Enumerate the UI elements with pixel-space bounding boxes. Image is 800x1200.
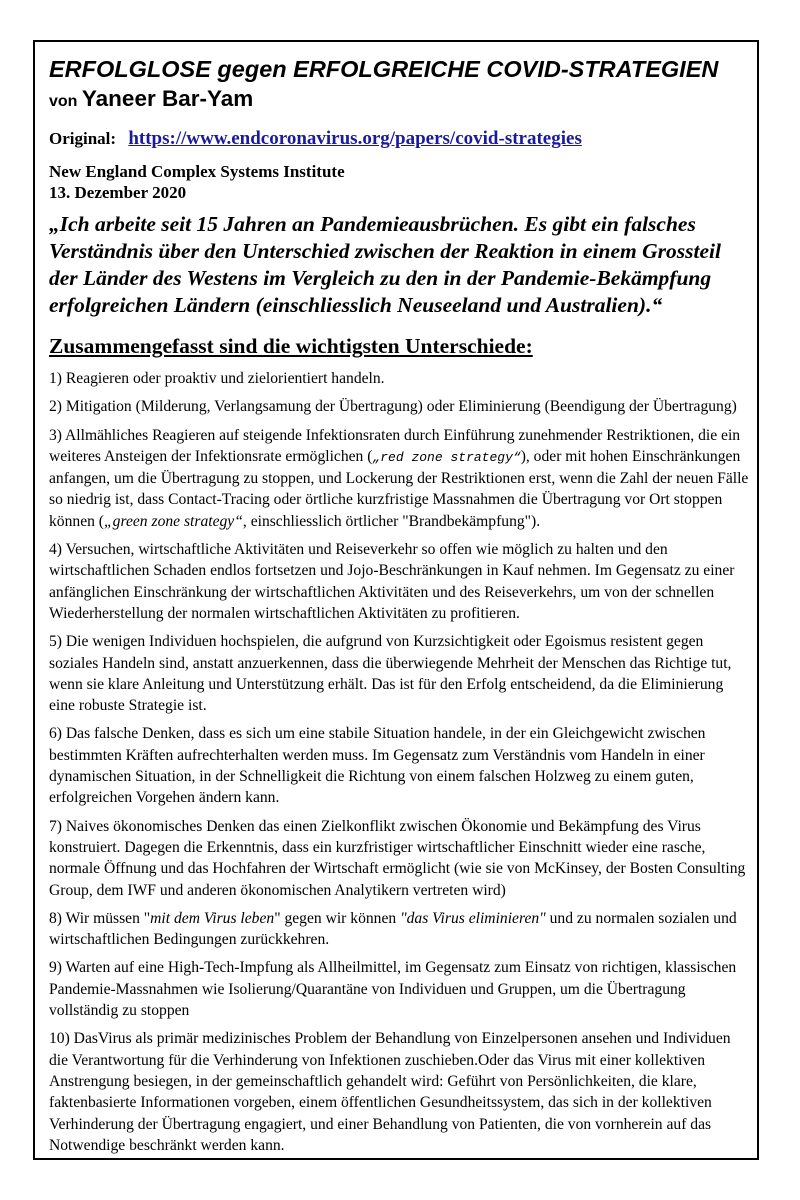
document-body [49,54,749,1156]
list-item-1: 1) Reagieren oder proaktiv und zielorientiert handeln. [49,370,385,387]
eliminate-virus-term: "das Virus eliminieren" [400,909,546,927]
original-label: Original: [49,129,117,148]
list-item-2: 2) Mitigation (Milderung, Verlangsamung der Übertragung) oder Eliminierung (Beendigung der Übertragung) [49,398,737,416]
list-item-10: 10) DasVirus als primär medizinisches Problem der Behandlung von Einzelpersonen ansehen und Individuen die Verantwortung für die Verhinderung von Infektionen zuschieben.Oder das Virus mit einer kollektiven Anstrengung besiegen, in der gemeinschaftlich gehandelt wird: Geführt von Persönlichkeiten, die klare, faktenbasierte Informationen vorgeben, einem öffentlichen Gesundheitssystem, das sich in der kollektiven Verhinderung der Übertragung engagiert, und einer Behandlung von Patienten, die von vornherein auf das Notwendige beschränkt werden kann. [49,1030,731,1154]
list-item-8-text-c: und zu normalen sozialen und wirtschaftlichen Bedingungen zurückkehren. [49,909,737,949]
document-title: ERFOLGLOSE gegen ERFOLGREICHE COVID-STRATEGIEN [49,56,719,82]
author-line [49,84,749,117]
institute-name: New England Complex Systems Institute [49,162,345,181]
publication-date: 13. Dezember 2020 [49,183,187,202]
list-item-3-text-c: , einschliesslich örtlicher "Brandbekämpfung"). [242,512,541,530]
list-item-3-text-a: 3) Allmähliches Reagieren auf steigende Infektionsraten durch Einführung zunehmender Restriktionen, die ein weiteres Ansteigen der Infektionsrate ermöglichen ( [49,426,741,465]
list-item-9: 9) Warten auf eine High-Tech-Impfung als Allheilmittel, im Gegensatz zum Einsatz von richtigen, klassischen Pandemie-Massnahmen wie Isolierung/Quarantäne von Individuen und Gruppen, um die Übertragung vollständig zu stoppen [49,959,737,1020]
institute-block [49,161,749,203]
green-zone-term: „green zone strategy“ [104,512,243,530]
list-item-6: 6) Das falsche Denken, dass es sich um eine stabile Situation handele, in der ein Gleichgewicht zwischen bestimmten Kräften aufrechterhalten werden muss. Im Gegensatz zum Verständnis vom Handeln in einer dynamischen Situation, in der Schnelligkeit die Richtung von einem falschen Holzweg zu einem guten, erfolgreichen Vorgehen ändern kann. [49,725,706,807]
section-heading: Zusammengefasst sind die wichtigsten Unterschiede: [49,334,533,358]
author-name: Yaneer Bar-Yam [81,86,254,111]
red-zone-term: „red zone strategy“ [372,449,521,465]
live-with-virus-term: mit dem Virus leben [150,909,275,927]
original-source [49,127,749,151]
original-link[interactable]: https://www.endcoronavirus.org/papers/covid-strategies [128,128,582,149]
quote: „Ich arbeite seit 15 Jahren an Pandemieausbrüchen. Es gibt ein falsches Verständnis über den Unterschied zwischen der Reaktion in einem Grossteil der Länder des Westens im Vergleich zu den in der Pandemie-Bekämpfung erfolgreichen Ländern (einschliesslich Neuseeland und Australien).“ [49,212,721,317]
list-item-8-text-a: 8) Wir müssen " [49,909,151,927]
document-frame [33,40,759,1160]
list-item-8 [49,908,749,951]
list-item-3 [49,425,749,532]
list-item-8-text-b: " gegen wir können [274,909,401,927]
list-item-3-text-b: ), oder mit hohen Einschränkungen anfangen, um die Übertragung zu stoppen, und Lockerung der Restriktionen erst, wenn die Zahl der neuen Fälle so niedrig ist, dass Contact-Tracing oder örtliche kurzfristige Massnahmen die Übertragung vor Ort stoppen können ( [49,447,749,530]
list-item-7: 7) Naives ökonomisches Denken das einen Zielkonflikt zwischen Ökonomie und Bekämpfung des Virus konstruiert. Dagegen die Erkenntnis, dass ein kurzfristiger wirtschaftlicher Einschnitt wieder eine rasche, normale Öffnung und das Hochfahren der Wirtschaft ermöglicht (wie sie von McKinsey, der Bosten Consulting Group, dem IWF und anderen ökonomischen Analytikern vertreten wird) [49,817,746,899]
by-label: von [49,93,78,110]
list-item-5: 5) Die wenigen Individuen hochspielen, die aufgrund von Kurzsichtigkeit oder Egoismus resistent gegen soziales Handeln sind, anstatt anzuerkennen, dass die überwiegende Mehrheit der Menschen das Richtige tut, wenn sie klare Anleitung und Unterstützung erhält. Das ist für den Erfolg entscheidend, da die Eliminierung eine robuste Strategie ist. [49,633,732,715]
list-item-4: 4) Versuchen, wirtschaftliche Aktivitäten und Reiseverkehr so offen wie möglich zu halten und den wirtschaftlichen Schaden endlos fortsetzen und Jojo-Beschränkungen in Kauf nehmen. Im Gegensatz zu einer anfänglichen Einschränkung der wirtschaftlichen Aktivitäten und des Reiseverkehrs, um von der schnellen Wiederherstellung der normalen wirtschaftlichen Aktivitäten zu profitieren. [49,541,735,622]
